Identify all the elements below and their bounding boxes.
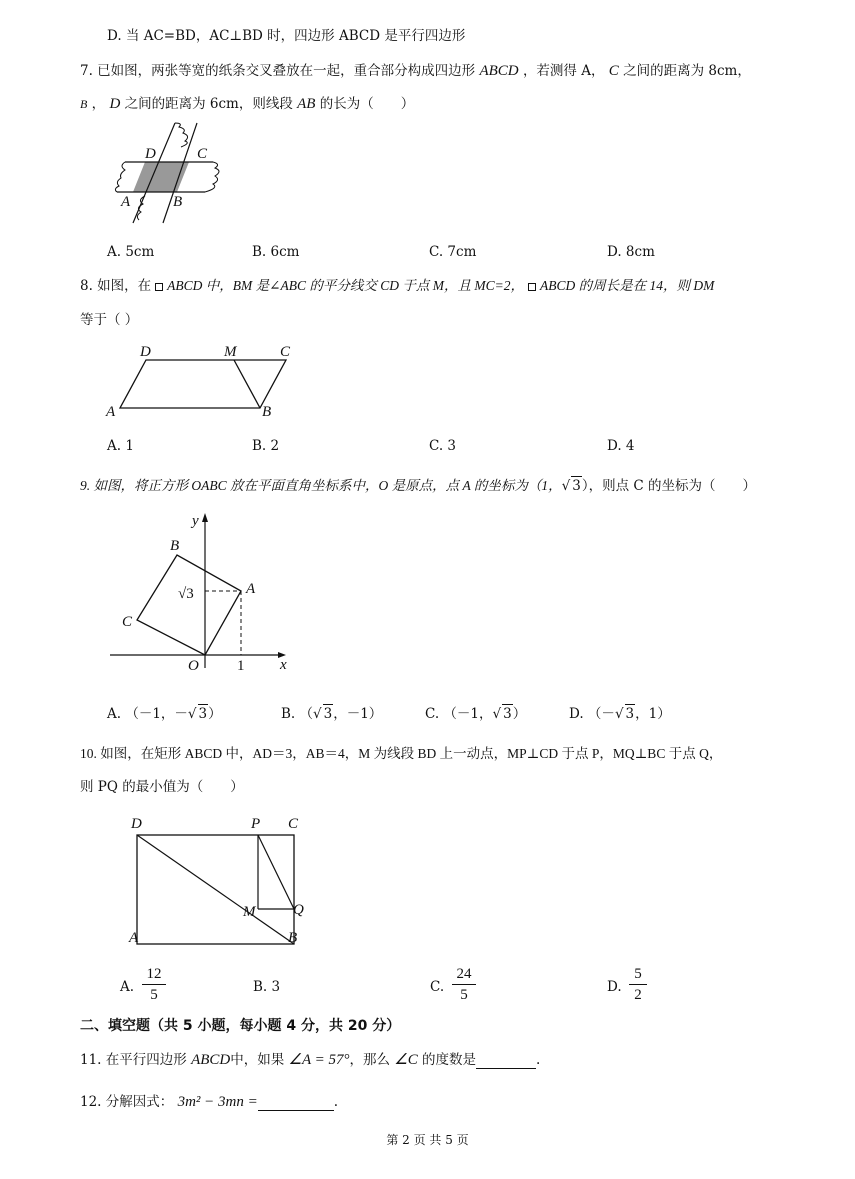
q12-text-a: 12. 分解因式： — [80, 1094, 174, 1110]
q9-y-arrow-icon — [202, 513, 208, 522]
q9-label-b: B — [170, 538, 180, 554]
q7-text-a: 7. 已如图，两张等宽的纸条交叉叠放在一起，重合部分构成四边形 — [80, 63, 476, 79]
q7-stem-line2 — [80, 95, 414, 113]
q7-comma: ， — [91, 96, 106, 112]
q7-strip1-torn-right — [205, 162, 219, 192]
fraction-bar — [142, 984, 166, 985]
q7-stem-line1 — [80, 62, 751, 80]
q10-label-c: C — [288, 816, 299, 832]
q8-option-d[interactable]: D. 4 — [607, 438, 635, 454]
q9-label-a: A — [246, 581, 256, 597]
q9-option-d-rad: 3 — [625, 706, 635, 722]
q7-option-b[interactable]: B. 6cm — [252, 244, 300, 260]
q7-strip2-torn-top — [175, 123, 188, 147]
q9-label-c: C — [122, 614, 133, 630]
q7-text-d: 之间的距离为 6cm，则线段 — [124, 96, 293, 112]
q9-option-c-rad: 3 — [503, 706, 512, 722]
q10-option-a-den: 5 — [150, 987, 158, 1003]
q7-d: D — [109, 96, 121, 112]
q10-option-a-fraction[interactable] — [142, 965, 166, 1004]
q10-label-p: P — [251, 816, 261, 832]
q9-option-b-post: ，－1） — [333, 706, 383, 722]
q8-option-c[interactable]: C. 3 — [429, 438, 457, 454]
q11-text-c: 中，如果 — [230, 1052, 285, 1068]
q7-overlap-shaded — [133, 162, 189, 192]
q10-option-c-den: 5 — [460, 987, 468, 1003]
q7-figure — [105, 118, 235, 230]
q7-option-a[interactable]: A. 5cm — [107, 244, 155, 260]
q8-option-b[interactable]: B. 2 — [252, 438, 280, 454]
q10-label-a: A — [129, 930, 139, 946]
q12-answer-blank[interactable] — [258, 1096, 334, 1111]
q8-label-m: M — [224, 344, 237, 360]
q8-label-d: D — [140, 344, 151, 360]
q9-square-oabc — [137, 555, 241, 655]
q7-strip2-torn-bottom — [137, 196, 145, 220]
q11-text-a: 11. 在平行四边形 — [80, 1052, 187, 1068]
q11-line — [80, 1051, 540, 1069]
q9-option-b-rad: 3 — [323, 706, 333, 722]
q7-abcd: ABCD — [479, 63, 519, 79]
q9-label-1: 1 — [237, 658, 245, 674]
q8-stem-line2: 等于（ ） — [80, 312, 139, 328]
q7-text-c: ，若测得 A， — [522, 63, 605, 79]
q7-text-e: 之间的距离为 8cm， — [623, 63, 751, 79]
q8-text-c: ABCD 的周长是在 14，则 DM — [539, 278, 715, 293]
q9-option-c-post: ） — [512, 706, 527, 722]
q6-option-d: D. 当 AC=BD，AC⊥BD 时，四边形 ABCD 是平行四边形 — [107, 28, 466, 44]
q10-option-d-label[interactable]: D. — [607, 979, 622, 995]
q7-option-c[interactable]: C. 7cm — [429, 244, 477, 260]
q10-label-m: M — [243, 904, 256, 920]
q10-option-b[interactable]: B. 3 — [253, 979, 281, 995]
fraction-bar — [629, 984, 647, 985]
q8-option-a[interactable]: A. 1 — [107, 438, 134, 454]
q11-text-e: ，那么 — [349, 1052, 390, 1068]
q10-option-d-fraction[interactable] — [629, 965, 647, 1004]
q9-option-c[interactable]: C. （－1，√ 3） — [425, 706, 527, 722]
q10-option-a-num: 12 — [146, 966, 162, 982]
q7-label-c: C — [197, 146, 208, 162]
q10-option-c-num: 24 — [456, 966, 472, 982]
q10-segment-pq — [258, 835, 294, 909]
q10-option-c-label[interactable]: C. — [430, 979, 445, 995]
q10-label-d: D — [131, 816, 142, 832]
page-footer: 第 2 页 共 5 页 — [386, 1133, 469, 1147]
q8-text-b: ABCD 中，BM 是∠ABC 的平分线交 CD 于点 M，且 MC=2， — [167, 278, 524, 293]
q11-angle-c: ∠C — [394, 1052, 418, 1068]
q7-strip1-torn-left — [115, 162, 125, 192]
q11-period: . — [536, 1052, 541, 1068]
q7-b: B — [80, 97, 88, 111]
q10-option-c-fraction[interactable] — [452, 965, 476, 1004]
q9-option-a-post: ） — [208, 706, 222, 722]
q7-text-f: 的长为（ ） — [319, 96, 415, 112]
q10-stem-line1: 10. 如图，在矩形 ABCD 中，AD＝3，AB＝4，M 为线段 BD 上一动点，MP⊥CD 于点 P，MQ⊥BC 于点 Q， — [80, 746, 723, 761]
q9-label-x: x — [280, 657, 287, 673]
q11-abcd: ABCD — [191, 1052, 231, 1068]
q10-label-b: B — [288, 930, 298, 946]
parallelogram-symbol-icon — [528, 283, 536, 291]
q8-label-c: C — [280, 344, 291, 360]
q8-parallelogram — [120, 360, 286, 408]
q7-ab: AB — [297, 96, 316, 112]
q9-option-d-pre: D. （－ — [569, 706, 615, 722]
q9-text-b: ），则点 C 的坐标为（ ） — [581, 478, 756, 494]
q7-label-d: D — [145, 146, 156, 162]
q9-option-d-post: ，1） — [635, 706, 671, 722]
q9-option-b-pre: B. （ — [281, 706, 314, 722]
q8-stem-line1 — [80, 277, 714, 295]
q9-text-a: 9. 如图，将正方形 OABC 放在平面直角坐标系中，O 是原点，点 A 的坐标为（1， — [80, 478, 562, 493]
q9-label-o: O — [188, 658, 199, 674]
q12-period: . — [333, 1094, 339, 1110]
q10-option-a-label[interactable]: A. — [120, 979, 135, 995]
q9-label-sqrt3: √3 — [178, 586, 194, 602]
q8-segment-bm — [234, 360, 260, 408]
q7-option-d[interactable]: D. 8cm — [607, 244, 655, 260]
q10-option-d-den: 2 — [634, 987, 642, 1003]
q8-label-a: A — [106, 404, 116, 420]
q12-line — [80, 1093, 338, 1111]
q9-stem: 9. 如图，将正方形 OABC 放在平面直角坐标系中，O 是原点，点 A 的坐标为（1，√ 3），则点 C 的坐标为（ ） — [80, 478, 756, 494]
q12-expression: 3m² − 3mn = — [177, 1094, 258, 1110]
q8-figure — [100, 338, 310, 424]
q7-label-b: B — [173, 194, 183, 210]
q9-option-b[interactable]: B. （√ 3，－1） — [281, 706, 383, 722]
q9-option-d[interactable]: D. （－√ 3，1） — [569, 706, 671, 722]
q7-label-a: A — [121, 194, 131, 210]
q9-option-a-pre: A. （－1，－ — [107, 706, 188, 722]
q10-diagonal-bd — [137, 835, 294, 944]
q11-text-g: 的度数是 — [422, 1052, 477, 1068]
q8-label-b: B — [262, 404, 272, 420]
q9-option-a-rad: 3 — [198, 706, 208, 722]
q9-option-c-pre: C. （－1， — [425, 706, 493, 722]
q10-figure — [125, 812, 325, 952]
q11-angle-a: ∠A = 57° — [288, 1052, 350, 1068]
q10-option-d-num: 5 — [634, 966, 642, 982]
section2-title: 二、填空题（共 5 小题，每小题 4 分，共 20 分） — [80, 1018, 401, 1034]
parallelogram-symbol-icon — [155, 283, 163, 291]
q7-c: C — [608, 63, 619, 79]
q8-text-a: 8. 如图，在 — [80, 278, 152, 294]
q9-sqrt3: 3 — [572, 478, 581, 494]
q10-label-q: Q — [293, 902, 304, 918]
q10-stem-line2: 则 PQ 的最小值为（ ） — [80, 779, 244, 795]
q9-label-y: y — [192, 513, 199, 529]
q9-figure — [110, 508, 300, 673]
fraction-bar — [452, 984, 476, 985]
q9-option-a[interactable]: A. （－1，－√ 3） — [107, 706, 222, 722]
q11-answer-blank[interactable] — [476, 1054, 536, 1069]
